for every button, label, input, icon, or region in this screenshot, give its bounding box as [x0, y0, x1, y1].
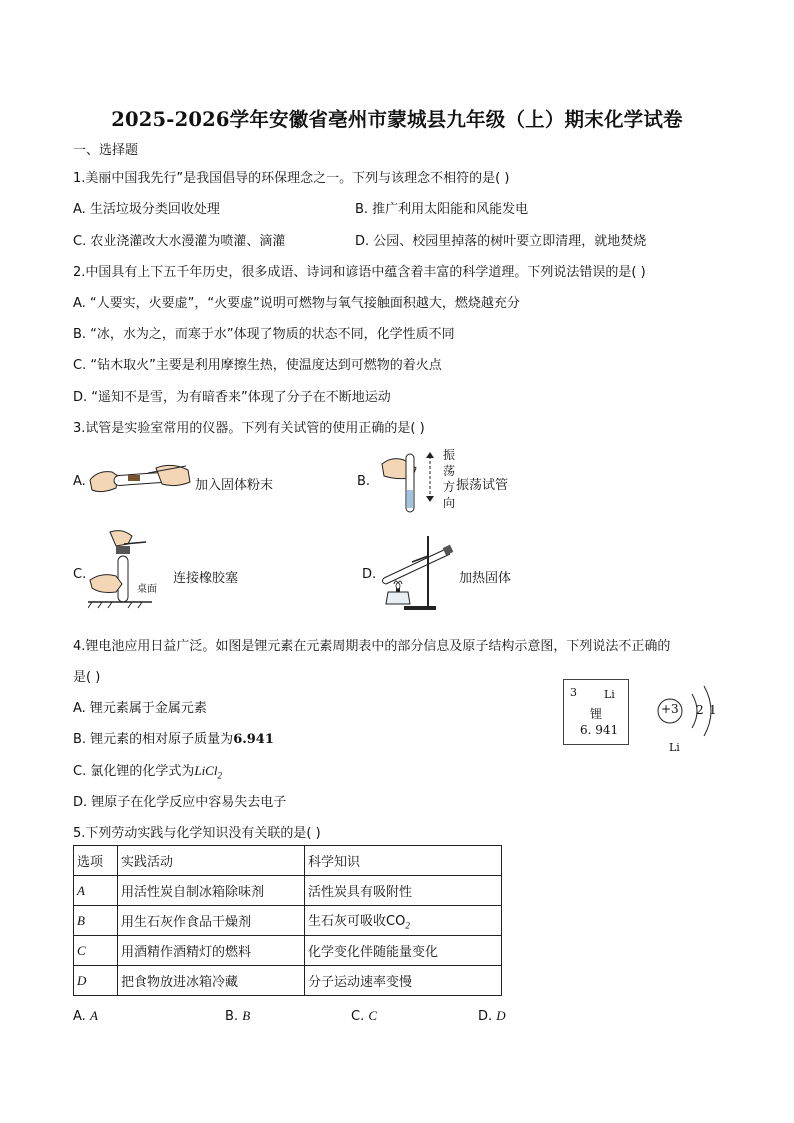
row-knowledge	[305, 906, 502, 936]
shake-char-2: 荡	[443, 464, 456, 478]
shake-char-1: 振	[443, 448, 456, 462]
page-title: 2025-2026学年安徽省亳州市蒙城县九年级（上）期末化学试卷	[111, 108, 683, 131]
knowledge-text: 化学变化伴随能量变化	[308, 945, 439, 960]
q3-option-d-text: 加热固体	[459, 571, 512, 586]
answer-letter: C	[368, 1008, 378, 1023]
q3-option-c-letter: C.	[73, 567, 87, 582]
q1-option-d[interactable]: D. 公园、校园里掉落的树叶要立即清理，就地焚烧	[355, 234, 647, 249]
arrow-up-down-icon	[426, 452, 434, 502]
atomic-mass: 6. 941	[580, 723, 619, 737]
q4-option-c[interactable]	[73, 760, 222, 781]
q4-option-d[interactable]: D. 锂原子在化学反应中容易失去电子	[73, 795, 287, 810]
answer-prefix: D.	[478, 1009, 497, 1024]
q2-option-a[interactable]: A. “人要实，火要虚”，“火要虚”说明可燃物与氧气接触面积越大，燃烧越充分	[73, 296, 520, 311]
header-activity: 实践活动	[118, 846, 305, 876]
answer-letter: B	[242, 1008, 251, 1023]
atomic-number: 3	[570, 686, 577, 699]
formula-subscript: 2	[405, 920, 410, 931]
row-option: C	[74, 936, 118, 966]
table-row	[74, 966, 502, 996]
row-activity: 把食物放进冰箱冷藏	[118, 966, 305, 996]
q5-answer-a[interactable]	[73, 1008, 98, 1024]
header-option: 选项	[74, 846, 118, 876]
knowledge-text: 分子运动速率变慢	[308, 975, 413, 990]
row-option: A	[74, 876, 118, 906]
atom-label: Li	[669, 741, 680, 754]
q1-option-a[interactable]: A. 生活垃圾分类回收处理	[73, 202, 220, 217]
q5-stem: 5.下列劳动实践与化学知识没有关联的是( )	[73, 826, 321, 841]
q1-option-b[interactable]: B. 推广利用太阳能和风能发电	[355, 202, 529, 217]
table-row	[74, 936, 502, 966]
test-tube-powder-illustration	[88, 458, 193, 500]
formula-subscript: 2	[217, 770, 222, 781]
q2-option-c[interactable]: C. “钻木取火”主要是利用摩擦生热，使温度达到可燃物的着火点	[73, 358, 442, 373]
knowledge-text: 活性炭具有吸附性	[308, 885, 413, 900]
lithium-chloride-formula: LiCl	[194, 763, 218, 778]
q3-option-b-text: 振荡试管	[456, 478, 509, 493]
header-knowledge: 科学知识	[305, 846, 502, 876]
heating-apparatus-illustration	[374, 532, 454, 614]
q3-stem: 3.试管是实验室常用的仪器。下列有关试管的使用正确的是( )	[73, 421, 425, 436]
table-header-row	[74, 846, 502, 876]
element-symbol: Li	[604, 688, 615, 701]
table-row	[74, 906, 502, 936]
q4-option-a[interactable]: A. 锂元素属于金属元素	[73, 701, 207, 716]
answer-prefix: B.	[225, 1009, 243, 1024]
shake-direction-label	[443, 447, 455, 511]
q5-answer-d[interactable]	[478, 1008, 506, 1024]
row-activity: 用酒精作酒精灯的燃料	[118, 936, 305, 966]
knowledge-text: 生石灰可吸收CO	[308, 914, 406, 930]
q2-option-b[interactable]: B. “冰，水为之，而寒于水”体现了物质的状态不同，化学性质不同	[73, 327, 455, 342]
shell-1-electrons: 2	[696, 703, 704, 717]
nucleus-charge: +3	[661, 702, 679, 716]
relative-atomic-mass: 6.941	[233, 732, 274, 747]
q3-option-c-text: 连接橡胶塞	[173, 571, 239, 586]
section-heading: 一、选择题	[73, 143, 139, 158]
row-option: B	[74, 906, 118, 936]
q4-option-c-text: C. 氯化锂的化学式为	[73, 764, 195, 779]
q4-stem-line1: 4.锂电池应用日益广泛。如图是锂元素在元素周期表中的部分信息及原子结构示意图，下列说法不正确的	[73, 639, 671, 654]
row-knowledge	[305, 936, 502, 966]
element-name: 锂	[590, 707, 603, 721]
q3-option-a-text: 加入固体粉末	[195, 478, 274, 493]
q5-table	[73, 845, 502, 996]
answer-letter: D	[496, 1008, 506, 1023]
row-knowledge	[305, 876, 502, 906]
desk-label: 桌面	[137, 584, 157, 595]
insert-stopper-illustration	[88, 528, 163, 618]
shake-char-3: 方	[443, 480, 456, 494]
q3-option-b-letter: B.	[357, 474, 371, 489]
q4-option-b[interactable]	[73, 728, 274, 747]
row-activity: 用活性炭自制冰箱除味剂	[118, 876, 305, 906]
row-activity: 用生石灰作食品干燥剂	[118, 906, 305, 936]
q1-option-c[interactable]: C. 农业浇灌改大水漫灌为喷灌、滴灌	[73, 234, 286, 249]
q3-option-d-letter: D.	[362, 567, 377, 582]
shell-2-electrons: 1	[709, 703, 717, 717]
answer-letter: A	[89, 1008, 98, 1023]
shake-char-4: 向	[443, 496, 456, 510]
row-knowledge	[305, 966, 502, 996]
q2-stem: 2.中国具有上下五千年历史，很多成语、诗词和谚语中蕴含着丰富的科学道理。下列说法错误的是( )	[73, 265, 646, 280]
q1-stem: 1.美丽中国我先行”是我国倡导的环保理念之一。下列与该理念不相符的是( )	[73, 171, 510, 186]
q3-option-a-letter: A.	[73, 474, 86, 489]
answer-prefix: C.	[351, 1009, 369, 1024]
answer-prefix: A.	[73, 1009, 90, 1024]
row-option: D	[74, 966, 118, 996]
q4-stem-line2: 是( )	[73, 670, 101, 685]
q5-answer-c[interactable]	[351, 1008, 377, 1024]
q2-option-d[interactable]: D. “遥知不是雪，为有暗香来”体现了分子在不断地运动	[73, 390, 391, 405]
element-cell	[563, 679, 629, 745]
shake-test-tube-illustration	[376, 450, 432, 516]
table-row	[74, 876, 502, 906]
q5-answer-b[interactable]	[225, 1008, 250, 1024]
q4-option-b-text: B. 锂元素的相对原子质量为	[73, 732, 234, 747]
